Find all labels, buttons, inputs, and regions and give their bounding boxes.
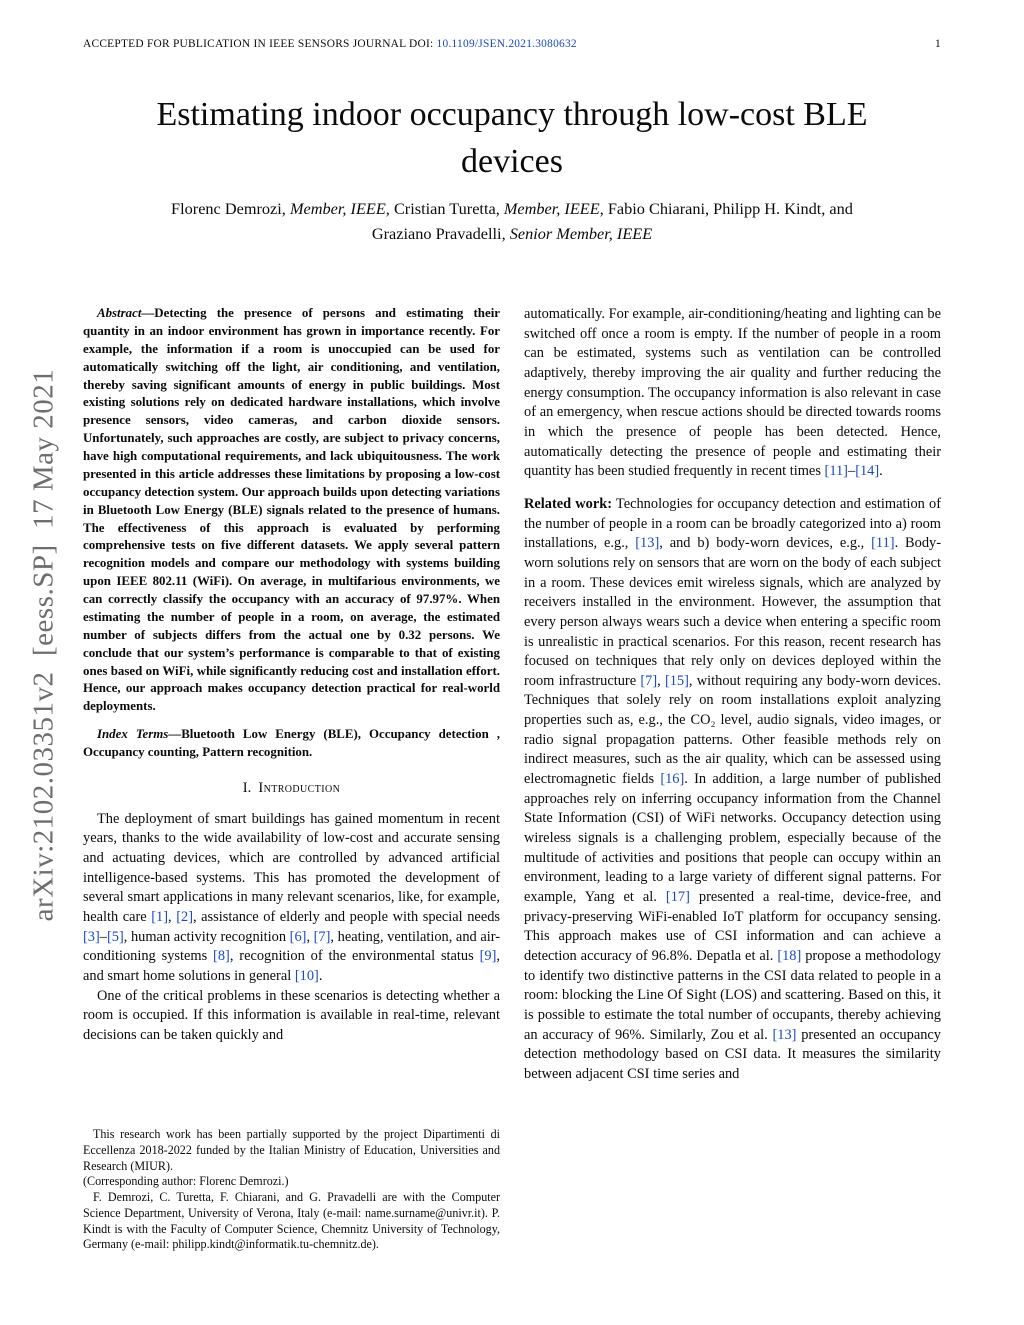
citation-link[interactable]: [9]	[479, 948, 497, 965]
author-name: , Cristian Turetta,	[385, 199, 504, 218]
citation-link[interactable]: [3]	[83, 928, 100, 945]
right-column	[524, 305, 941, 1253]
abstract-text: —Detecting the presence of persons and estimating their quantity in an indoor environment has grown in importance recently. For example, the information if a room is unoccupied can be used for automatically switching off the light, air conditioning, and ventilation, thereby saving significant amounts of energy in public buildings. Most existing solutions rely on dedicated hardware installations, which involve presence sensors, video cameras, and carbon dioxide sensors. Unfortunately, such approaches are costly, are subject to privacy concerns, have high computational requirements, and lack ubiquitousness. The work presented in this article addresses these limitations by proposing a low-cost occupancy detection system. Our approach builds upon detecting variations in Bluetooth Low Energy (BLE) signals related to the presence of humans. The effectiveness of this approach is evaluated by performing comprehensive tests on five different datasets. We apply several pattern recognition models and compare our methodology with systems building upon IEEE 802.11 (WiFi). On average, in multifarious environments, we can correctly classify the occupancy with an accuracy of 97.97%. When estimating the number of people in a room, on average, the estimated number of subjects differs from the actual one by 0.32 persons. We conclude that our system’s performance is comparable to that of existing ones based on WiFi, while significantly reducing cost and installation effort. Hence, our approach makes occupancy detection practical for real-world deployments.	[83, 306, 500, 714]
section-number: I.	[242, 779, 252, 796]
arxiv-watermark: arXiv:2102.03351v2 [eess.SP] 17 May 2021	[27, 368, 60, 922]
abstract-paragraph	[83, 305, 500, 716]
citation-link[interactable]: [5]	[106, 928, 124, 945]
doi-link[interactable]: 10.1109/JSEN.2021.3080632	[436, 38, 577, 50]
running-head-text	[83, 38, 577, 50]
index-terms-paragraph	[83, 726, 500, 762]
citation-link[interactable]: [13]	[635, 535, 660, 552]
funding-footnote: This research work has been partially supported by the project Dipartimenti di Eccellenza 2018-2022 funded by the Italian Ministry of Education, Universities and Research (MIUR).	[83, 1127, 500, 1173]
author-affiliation-tag: Senior Member, IEEE	[509, 224, 653, 244]
citation-link[interactable]: [16]	[660, 771, 685, 788]
authors-line-1	[83, 196, 941, 221]
related-work-paragraph	[524, 495, 941, 1085]
citation-link[interactable]: [11]	[824, 463, 848, 480]
citation-link[interactable]: [14]	[855, 463, 880, 480]
author-name: Graziano Pravadelli,	[371, 224, 510, 244]
authors-block	[83, 196, 941, 247]
intro-paragraph-2: One of the critical problems in these scenarios is detecting whether a room is occupied. If this information is available in real-time, relevant decisions can be taken quickly and	[83, 987, 500, 1043]
paper-title-line-1: Estimating indoor occupancy through low-cost BLE	[156, 96, 868, 133]
continuation-paragraph: automatically. For example, air-conditioning/heating and lighting can be switched off once a room is empty. If the number of people in a room can be estimated, systems such as ventilation can be controlled adaptively, thereby improving the air quality and further reducing the energy consumption. The occupancy information is also relevant in case of an emergency, when rescue actions should be directed towards rooms in which the presence of people has been detected. Hence, automatically detecting the presence of people and estimating their quantity has been studied frequently in recent times [11]–[14].	[524, 306, 941, 480]
paper-body	[83, 305, 941, 1253]
citation-link[interactable]: [18]	[777, 948, 802, 964]
footnote-block	[83, 1115, 500, 1253]
corresponding-author-footnote: (Corresponding author: Florenc Demrozi.)	[83, 1174, 289, 1189]
affiliation-footnote: F. Demrozi, C. Turetta, F. Chiarani, and G. Pravadelli are with the Computer Science Department, University of Verona, Italy (e-mail: name.surname@univr.it). P. Kindt is with the Faculty of Computer Science, Chemnitz University of Technology, Germany (e-mail: philipp.kindt@informatik.tu-chemnitz.de).	[83, 1190, 500, 1252]
related-work-label: Related work:	[524, 495, 613, 512]
citation-link[interactable]: [8]	[213, 948, 230, 965]
index-terms-label: Index Terms	[97, 727, 169, 742]
citation-link[interactable]: [7]	[313, 928, 331, 945]
citation-link[interactable]: [1]	[151, 909, 169, 926]
citation-link[interactable]: [2]	[176, 909, 193, 926]
citation-link[interactable]: [13]	[772, 1026, 797, 1043]
paper-title-line-2: devices	[461, 142, 563, 180]
citation-link[interactable]: [17]	[665, 889, 690, 906]
author-name: , Fabio Chiarani, Philipp H. Kindt, and	[599, 199, 853, 218]
related-work-text: Technologies for occupancy detection and estimation of the number of people in a room can be broadly categorized into a) room installations, e.g., [13], and b) body-worn devices, e.g., [11]. Body-worn solutions rely on sensors that are worn on the body of each subject in a room. These devices emit wireless signals, which are analyzed by receivers installed in the environment. However, the assumption that every person always wears such a device when entering a specific room is unrealistic in practical scenarios. For this reason, recent research has focused on techniques that rely only on devices deployed within the room infrastructure [7], [15], without requiring any body-worn devices. Techniques that solely rely on room installations exploit analyzing properties such as, e.g., the CO₂ level, audio signals, video images, or radio signal propagation patterns. Other feasible methods rely on indirect measures, such as the air quality, which can be assessed using electromagnetic fields [16]. In addition, a large number of published approaches rely on inferring occupancy information from the Channel State Information (CSI) of WiFi networks. Occupancy detection using wireless signals is a challenging problem, especially because of the multitude of activities and positions that people can occupy within an environment, leading to a large variety of different signal patterns. For example, Yang et al. [17] presented a real-time, device-free, and privacy-preserving WiFi-enabled IoT platform for occupancy sensing. This approach makes use of CSI information and can achieve a detection accuracy of 96.8%. Depatla et al. [18] propose a methodology to identify two distinctive patterns in the CSI data related to people in a room: blocking the Line Of Sight (LOS) and scattering. Based on this, it is possible to estimate the total number of occupants, thereby achieving an accuracy of 96%. Similarly, Zou et al. [13] presented an occupancy detection methodology based on CSI data. It measures the similarity between adjacent CSI time series and	[524, 495, 942, 1082]
left-column	[83, 305, 500, 1253]
index-terms-text: —Bluetooth Low Energy (BLE), Occupancy detection , Occupancy counting, Pattern recognition.	[83, 727, 500, 759]
citation-link[interactable]: [10]	[294, 968, 319, 985]
author-affiliation-tag: Member, IEEE	[289, 199, 386, 218]
section-title: Introduction	[258, 779, 341, 796]
citation-link[interactable]: [15]	[664, 672, 689, 689]
publication-note: ACCEPTED FOR PUBLICATION IN IEEE SENSORS JOURNAL DOI:	[83, 38, 437, 50]
page-number: 1	[935, 38, 941, 50]
paper-title	[83, 92, 941, 186]
author-name: Florenc Demrozi,	[171, 199, 290, 218]
section-heading-introduction	[83, 779, 500, 799]
authors-line-2	[83, 221, 941, 246]
citation-link[interactable]: [7]	[640, 672, 658, 689]
citation-link[interactable]: [11]	[871, 535, 895, 552]
running-head	[83, 38, 941, 50]
abstract-label: Abstract	[97, 306, 142, 320]
author-affiliation-tag: Member, IEEE	[503, 199, 600, 218]
citation-link[interactable]: [6]	[289, 928, 307, 945]
intro-paragraph-1: The deployment of smart buildings has gained momentum in recent years, thanks to the wide availability of low-cost and accurate sensing and actuating devices, which are controlled by advanced artificial intelligence-based systems. This has promoted the development of several smart applications in many relevant scenarios, like, for example, health care [1], [2], assistance of elderly and people with special needs [3]–[5], human activity recognition [6], [7], heating, ventilation, and air-conditioning systems [8], recognition of the environmental status [9], and smart home solutions in general [10].	[83, 810, 501, 985]
